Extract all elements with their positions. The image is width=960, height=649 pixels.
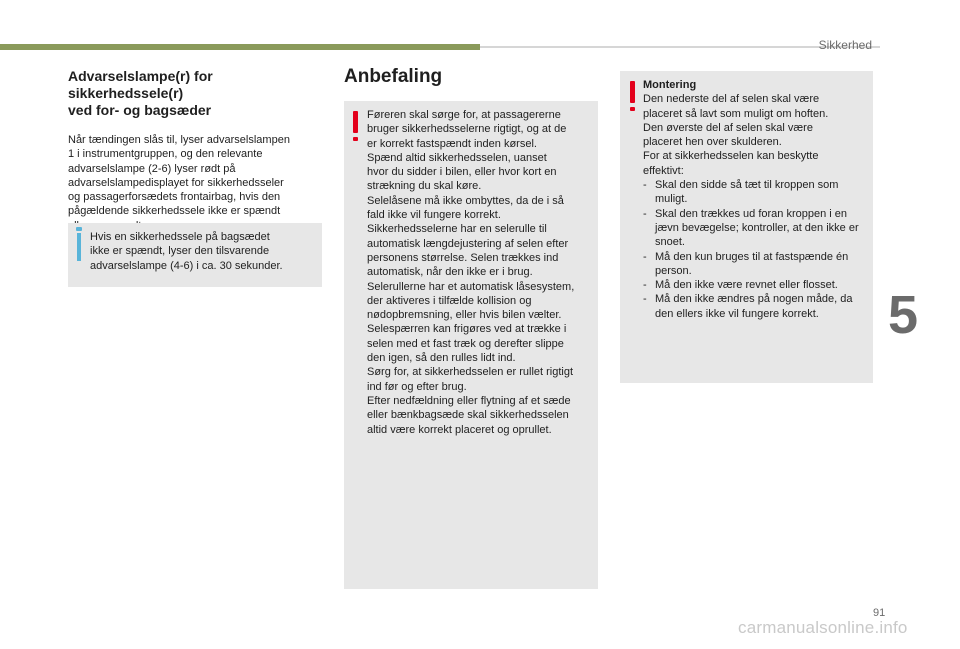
recommendation-line: der aktiveres i tilfælde kollision og <box>367 294 532 307</box>
recommendation-line: er korrekt fastspændt inden kørsel. <box>367 137 537 150</box>
recommendation-line: Efter nedfældning eller flytning af et sæde <box>367 394 571 407</box>
watermark: carmanualsonline.info <box>738 618 908 637</box>
recommendation-line: Sørg for, at sikkerhedsselen er rullet rigtigt <box>367 366 574 379</box>
left-heading-line2: ved for- og bagsæder <box>68 102 212 118</box>
mounting-line: placeret hen over skulderen. <box>643 136 782 149</box>
info-text <box>90 230 316 273</box>
left-para-line: pågældende sikkerhedssele ikke er spændt <box>68 205 281 218</box>
info-box <box>68 223 322 287</box>
recommendation-line: eller bænkbagsæde skal sikkerhedsselen <box>367 409 569 422</box>
mounting-text <box>643 78 871 321</box>
list-item: - Må den kun bruges til at fastspænde én person. <box>643 250 871 279</box>
left-para-line: advarselslampedisplayet for sikkerhedsseler <box>68 176 284 189</box>
info-line: advarselslampe (4-6) i ca. 30 sekunder. <box>90 259 283 272</box>
warning-icon <box>630 81 635 103</box>
recommendation-line: strækning du skal køre. <box>367 180 482 193</box>
header-accent-bar <box>0 44 480 50</box>
recommendation-line: personens størrelse. Selen trækkes ind <box>367 251 559 264</box>
left-heading-line1: Advarselslampe(r) for sikkerhedssele(r) <box>68 68 213 101</box>
left-para-line: Når tændingen slås til, lyser advarselslampen <box>68 134 290 146</box>
recommendation-box <box>344 101 598 589</box>
page-number: 91 <box>873 607 886 619</box>
left-paragraph <box>68 133 326 233</box>
left-heading <box>68 68 326 119</box>
list-item: - Skal den sidde så tæt til kroppen som muligt. <box>643 178 871 207</box>
warning-icon <box>353 111 358 133</box>
recommendation-line: bruger sikkerhedsselerne rigtigt, og at de <box>367 123 567 136</box>
mounting-line: For at sikkerhedsselen kan beskytte <box>643 150 819 163</box>
recommendation-line: Føreren skal sørge for, at passagererne <box>367 109 561 121</box>
recommendation-line: Spænd altid sikkerhedsselen, uanset <box>367 151 547 164</box>
left-para-line: advarselslampe (2-6) lyser rødt på <box>68 162 236 175</box>
section-title: Sikkerhed <box>818 38 872 52</box>
recommendation-line: nødopbremsning, eller hvis bilen vælter. <box>367 309 562 322</box>
mounting-line: effektivt: <box>643 164 684 177</box>
list-item: - Skal den trækkes ud foran kroppen i en jævn bevægelse; kontroller, at den ikke er snoet. <box>643 207 871 250</box>
left-para-line: og passagerforsædets frontairbag, hvis den <box>68 191 281 204</box>
info-line: Hvis en sikkerhedssele på bagsædet <box>90 231 270 243</box>
recommendation-line: selen med et fast træk og derefter slippe <box>367 337 564 350</box>
mounting-title: Montering <box>643 79 697 91</box>
info-line: ikke er spændt, lyser den tilsvarende <box>90 245 270 258</box>
list-item: - Må den ikke ændres på nogen måde, da den ellers ikke vil fungere korrekt. <box>643 292 871 321</box>
recommendation-line: hvor du sidder i bilen, eller hvor kort en <box>367 166 557 179</box>
recommendation-line: Selespærren kan frigøres ved at trække i <box>367 323 567 336</box>
recommendation-line: Selerullerne har et automatisk låsesystem, <box>367 280 575 293</box>
recommendation-line: altid være korrekt placeret og oprullet. <box>367 423 552 436</box>
chapter-number: 5 <box>888 285 919 345</box>
list-item: - Må den ikke være revnet eller flosset. <box>643 278 871 292</box>
recommendation-line: automatisk, når den ikke er i brug. <box>367 266 533 279</box>
recommendation-line: automatisk længdejustering af selen efter <box>367 237 569 250</box>
recommendation-line: den igen, så den rulles lidt ind. <box>367 352 516 365</box>
recommendation-line: fald ikke vil fungere korrekt. <box>367 209 501 222</box>
mounting-line: Den øverste del af selen skal være <box>643 121 813 134</box>
recommendation-line: ind før og efter brug. <box>367 380 467 393</box>
left-para-line: 1 i instrumentgruppen, og den relevante <box>68 148 263 161</box>
recommendation-text <box>367 108 595 437</box>
info-icon <box>77 233 81 261</box>
mounting-box <box>620 71 873 383</box>
mounting-line: Den nederste del af selen skal være <box>643 93 820 106</box>
mounting-line: placeret så lavt som muligt om hoften. <box>643 107 829 120</box>
left-column <box>68 68 326 233</box>
recommendation-line: Sikkerhedsselerne har en selerulle til <box>367 223 547 236</box>
recommendation-line: Selelåsene må ikke ombyttes, da de i så <box>367 194 564 207</box>
mounting-list <box>643 178 871 321</box>
recommendation-heading: Anbefaling <box>344 66 443 87</box>
